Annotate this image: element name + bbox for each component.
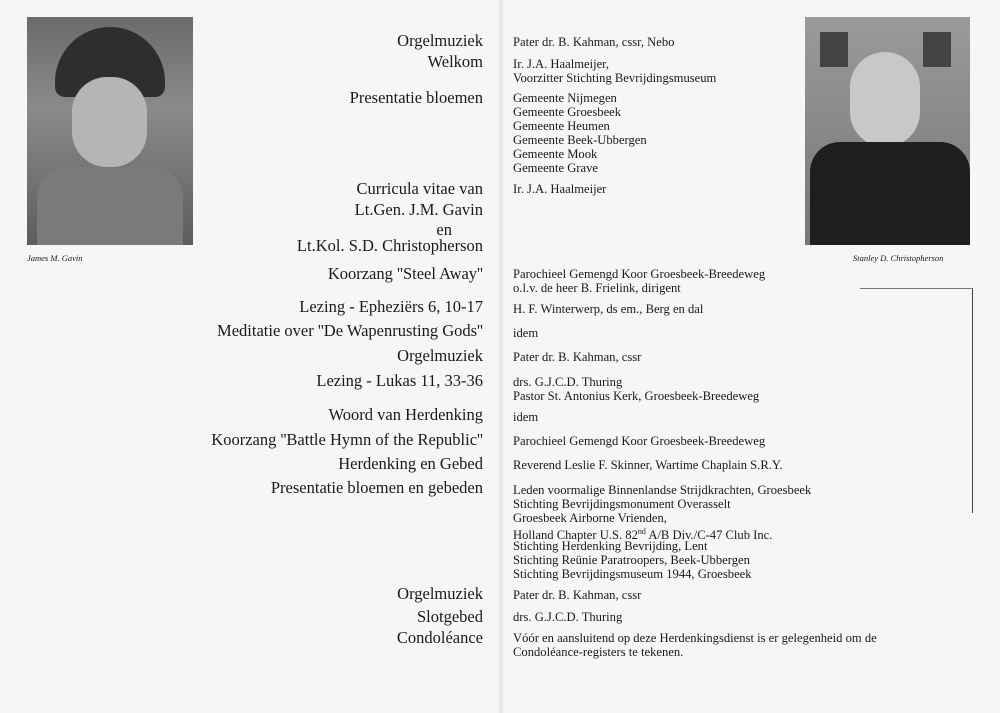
program-item-label: Meditatie over ''De Wapenrusting Gods'' (217, 321, 483, 340)
divider-line (860, 288, 973, 289)
program-item-performer: Leden voormalige Binnenlandse Strijdkrachten, Groesbeek Stichting Bevrijdingsmonument Overasselt Groesbeek Airborne Vrienden, (513, 483, 812, 525)
program-item-performer: Ir. J.A. Haalmeijer (513, 182, 607, 196)
program-item-label: Welkom (427, 52, 483, 71)
photo-stanley-christopherson (805, 17, 970, 245)
program-item-label: Lt.Gen. J.M. Gavin (354, 200, 483, 219)
program-item-performer: Gemeente Nijmegen Gemeente Groesbeek Gemeente Heumen Gemeente Beek-Ubbergen Gemeente Mook Gemeente Grave (513, 91, 647, 175)
ordinal-suffix: nd (637, 527, 646, 536)
program-item-label: Orgelmuziek (397, 346, 483, 365)
program-item-performer: Ir. J.A. Haalmeijer, Voorzitter Stichting Bevrijdingsmuseum (513, 57, 717, 85)
program-item-label: Presentatie bloemen (349, 88, 483, 107)
program-item-performer: Pater dr. B. Kahman, cssr, Nebo (513, 35, 675, 49)
program-item-label: Lt.Kol. S.D. Christopherson (296, 236, 483, 255)
program-item-performer: Pater dr. B. Kahman, cssr (513, 350, 642, 364)
program-item-label: Woord van Herdenking (328, 405, 483, 424)
program-item-label: en (436, 220, 452, 239)
program-item-performer: Reverend Leslie F. Skinner, Wartime Chaplain S.R.Y. (513, 458, 783, 472)
program-item-performer: Parochieel Gemengd Koor Groesbeek-Breedeweg (513, 434, 766, 448)
holland-chapter-text: A/B Div./C-47 Club Inc. (645, 528, 773, 543)
page-fold (498, 0, 504, 713)
program-item-performer: idem (513, 326, 539, 340)
photo-caption-right: Stanley D. Christopherson (853, 253, 944, 263)
program-item-performer: Parochieel Gemengd Koor Groesbeek-Breedeweg o.l.v. de heer B. Frielink, dirigent (513, 267, 766, 295)
program-item-performer: drs. G.J.C.D. Thuring Pastor St. Antonius Kerk, Groesbeek-Breedeweg (513, 375, 760, 403)
program-item-label: Orgelmuziek (397, 31, 483, 50)
program-item-performer: Stichting Herdenking Bevrijding, Lent Stichting Reünie Paratroopers, Beek-Ubbergen Stichting Bevrijdingsmuseum 1944, Groesbeek (513, 539, 752, 581)
photo-caption-left: James M. Gavin (27, 253, 83, 263)
program-item-performer: drs. G.J.C.D. Thuring (513, 610, 623, 624)
program-item-label: Koorzang ''Battle Hymn of the Republic'' (211, 430, 483, 449)
divider-line (972, 288, 973, 513)
program-item-performer: idem (513, 410, 539, 424)
program-item-performer: Vóór en aansluitend op deze Herdenkingsdienst is er gelegenheid om de Condoléance-registers te tekenen. (513, 631, 877, 659)
program-item-performer: H. F. Winterwerp, ds em., Berg en dal (513, 302, 704, 316)
program-item-performer: Pater dr. B. Kahman, cssr (513, 588, 642, 602)
program-item-label: Presentatie bloemen en gebeden (270, 478, 483, 497)
holland-chapter-text: Holland Chapter U.S. 82 (513, 528, 638, 543)
program-item-label: Herdenking en Gebed (338, 454, 483, 473)
program-item-label: Orgelmuziek (397, 584, 483, 603)
program-item-label: Slotgebed (417, 607, 483, 626)
photo-james-gavin (27, 17, 193, 245)
program-item-label: Lezing - Lukas 11, 33-36 (316, 371, 483, 390)
program-item-label: Condoléance (396, 628, 483, 647)
program-item-label: Koorzang ''Steel Away'' (327, 264, 483, 283)
program-item-label: Lezing - Epheziërs 6, 10-17 (299, 297, 483, 316)
program-item-label: Curricula vitae van (356, 179, 483, 198)
